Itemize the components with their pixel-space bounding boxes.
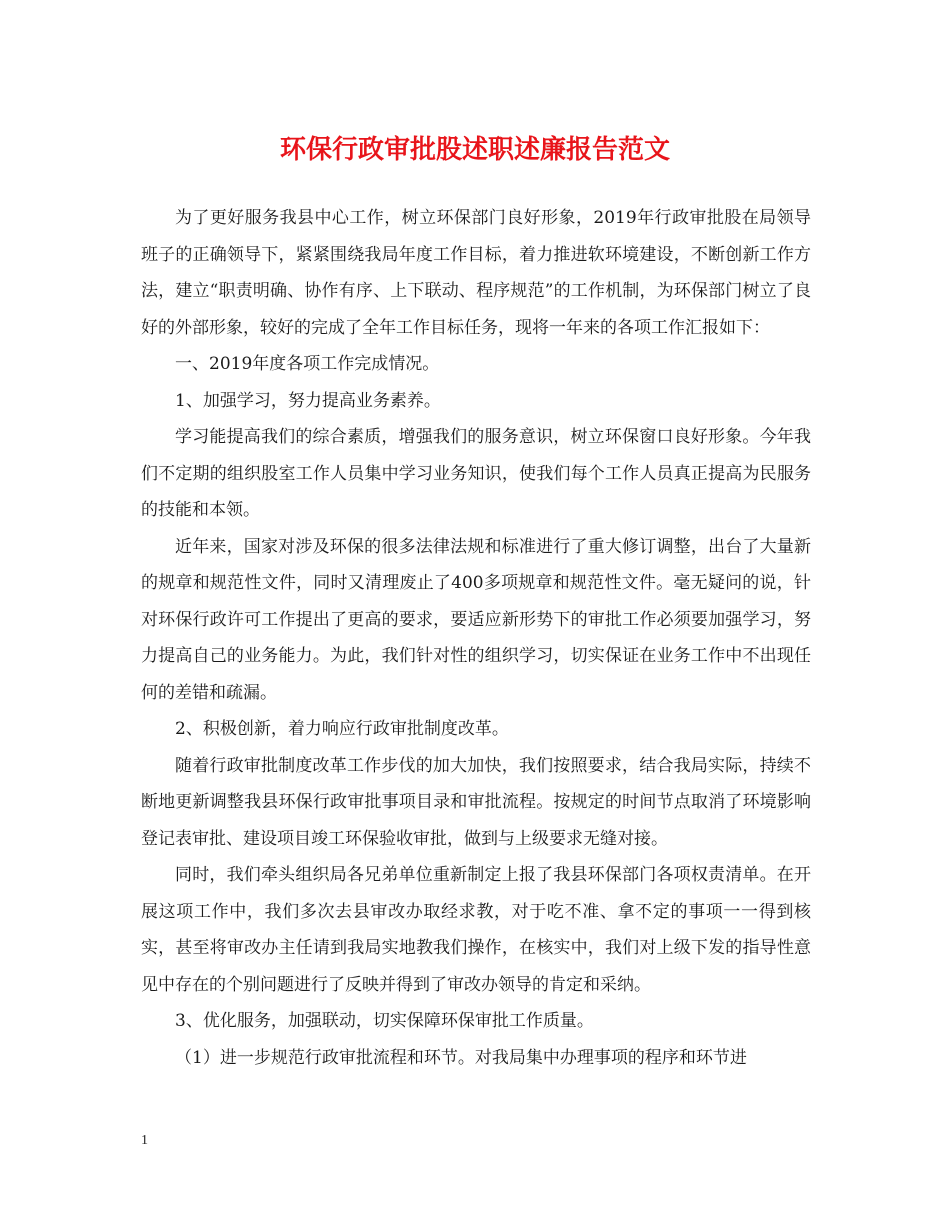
document-title: 环保行政审批股述职述廉报告范文 <box>279 135 670 165</box>
subsection-heading-3: 3、优化服务，加强联动，切实保障环保审批工作质量。 <box>175 1011 594 1031</box>
paragraph-reform: 随着行政审批制度改革工作步伐的加大加快，我们按照要求，结合我局实际，持续不断地更新调整我县环保行政审批事项目录和审批流程。按规定的时间节点取消了环境影响登记表审批、建设项目竣工环保验收审批，做到与上级要求无缝对接。 <box>141 755 811 849</box>
section-heading-1: 一、2019年度各项工作完成情况。 <box>175 354 440 374</box>
paragraph-intro: 为了更好服务我县中心工作，树立环保部门良好形象，2019年行政审批股在局领导班子的正确领导下，紧紧围绕我局年度工作目标，着力推进软环境建设，不断创新工作方法，建立“职责明确、协作有序、上下联动、程序规范”的工作机制，为环保部门树立了良好的外部形象，较好的完成了全年工作目标任务，现将一年来的各项工作汇报如下： <box>141 208 811 338</box>
page-number: 1 <box>141 1133 148 1148</box>
document-body <box>141 200 811 1076</box>
paragraph-process: （1）进一步规范行政审批流程和环节。对我局集中办理事项的程序和环节进 <box>175 1047 747 1068</box>
paragraph-regulations: 近年来，国家对涉及环保的很多法律法规和标准进行了重大修订调整，出台了大量新的规章和规范性文件，同时又清理废止了400多项规章和规范性文件。毫无疑问的说，针对环保行政许可工作提出了更高的要求，要适应新形势下的审批工作必须要加强学习，努力提高自己的业务能力。为此，我们针对性的组织学习，切实保证在业务工作中不出现任何的差错和疏漏。 <box>141 536 811 703</box>
paragraph-study: 学习能提高我们的综合素质，增强我们的服务意识，树立环保窗口良好形象。今年我们不定期的组织股室工作人员集中学习业务知识，使我们每个工作人员真正提高为民服务的技能和本领。 <box>141 427 811 520</box>
subsection-heading-1: 1、加强学习，努力提高业务素养。 <box>175 390 441 411</box>
paragraph-responsibility-list: 同时，我们牵头组织局各兄弟单位重新制定上报了我县环保部门各项权责清单。在开展这项工作中，我们多次去县审改办取经求教，对于吃不准、拿不定的事项一一得到核实，甚至将审改办主任请到我局实地教我们操作，在核实中，我们对上级下发的指导性意见中存在的个别问题进行了反映并得到了审改办领导的肯定和采纳。 <box>141 865 811 995</box>
subsection-heading-2: 2、积极创新，着力响应行政审批制度改革。 <box>175 719 509 739</box>
